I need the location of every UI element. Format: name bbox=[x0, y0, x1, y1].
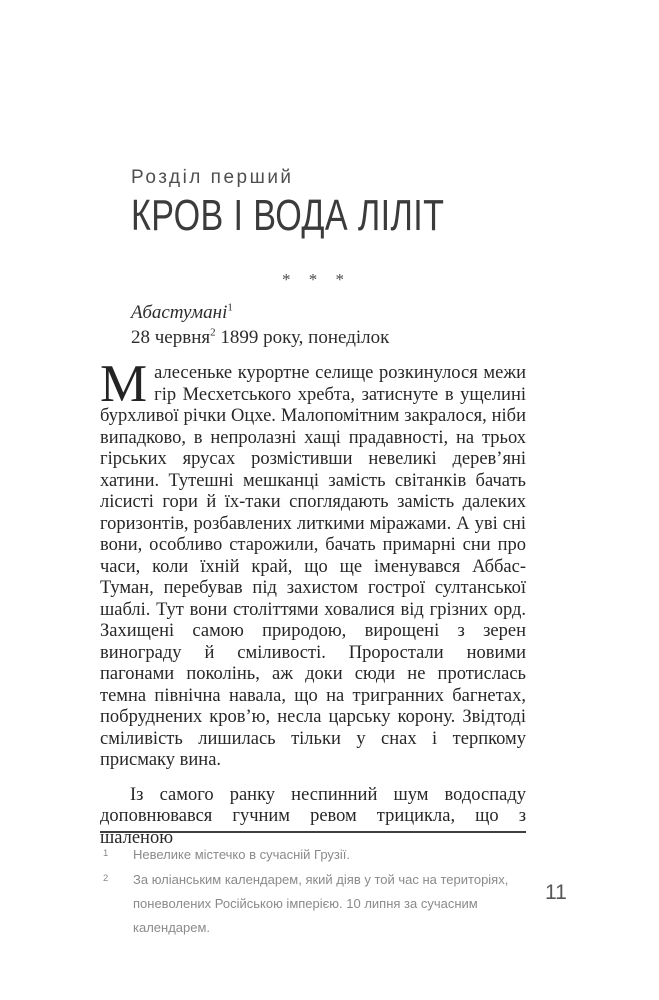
paragraph-first bbox=[100, 355, 526, 772]
footnote-text: За юліанським календарем, який діяв у той час на територіях, поневолених Російською імперією. 10 липня за сучасним календарем. bbox=[133, 872, 509, 935]
dateline-place-line bbox=[131, 300, 526, 325]
page-number: 11 bbox=[545, 881, 567, 904]
chapter-title: КРОВ І ВОДА ЛІЛІТ bbox=[131, 191, 445, 240]
body-text bbox=[100, 355, 526, 849]
paragraph-second: Із самого ранку неспинний шум водоспаду доповнювався гучним ревом трицикла, що з шаленою bbox=[100, 784, 526, 848]
drop-cap: М bbox=[100, 355, 148, 413]
footnote-ref-1: 1 bbox=[227, 301, 233, 314]
footnote-marker: 2 bbox=[103, 873, 109, 884]
page-content bbox=[100, 166, 526, 849]
footnote-item bbox=[100, 868, 530, 940]
dateline bbox=[131, 300, 526, 350]
dateline-date-line bbox=[131, 325, 526, 350]
dateline-date-rest: 1899 року, понеділок bbox=[215, 327, 390, 348]
dateline-place: Абастумані bbox=[131, 302, 228, 323]
footnote-marker: 1 bbox=[103, 848, 109, 859]
chapter-kicker: Розділ перший bbox=[131, 167, 294, 188]
section-separator-stars: * * * bbox=[282, 270, 351, 289]
paragraph-first-text: алесеньке курортне селище розкинулося межи гір Месхетського хребта, затиснуте в ущелині бурхливої річки Оцхе. Малопомітним закралося, ніби випадково, в непролазні хащі прадавності, на трьох гірських ярусах розмістивши невеликі дерев’яні хатини. Тутешні мешканці замість світанків бачать лісисті гори й їх-таки споглядають замість далеких горизонтів, розбавлених литкими міражами. А уві сні вони, особливо старожили, бачать примарні сни про часи, коли їхній край, що ще іменувався Аббас-Туман, перебував під захистом гострої султанської шаблі. Тут вони століттями ховалися від грізних орд. Захищені самою природою, вирощені з зерен винограду й сміливості. Проростали новими пагонами поколінь, аж доки сюди не протислась темна північна навала, що на тригранних багнетах, побруднених кров’ю, несла царську корону. Звідтоді сміливість лишилась тільки у снах і терпкому присмаку вина. bbox=[100, 363, 526, 770]
footnote-ref-2: 2 bbox=[210, 326, 216, 339]
footnote-separator-rule bbox=[100, 831, 526, 833]
footnotes bbox=[100, 843, 530, 941]
footnote-text: Невелике містечко в сучасній Грузії. bbox=[133, 847, 351, 862]
dateline-date: 28 червня bbox=[131, 327, 211, 348]
footnote-item bbox=[100, 843, 530, 867]
